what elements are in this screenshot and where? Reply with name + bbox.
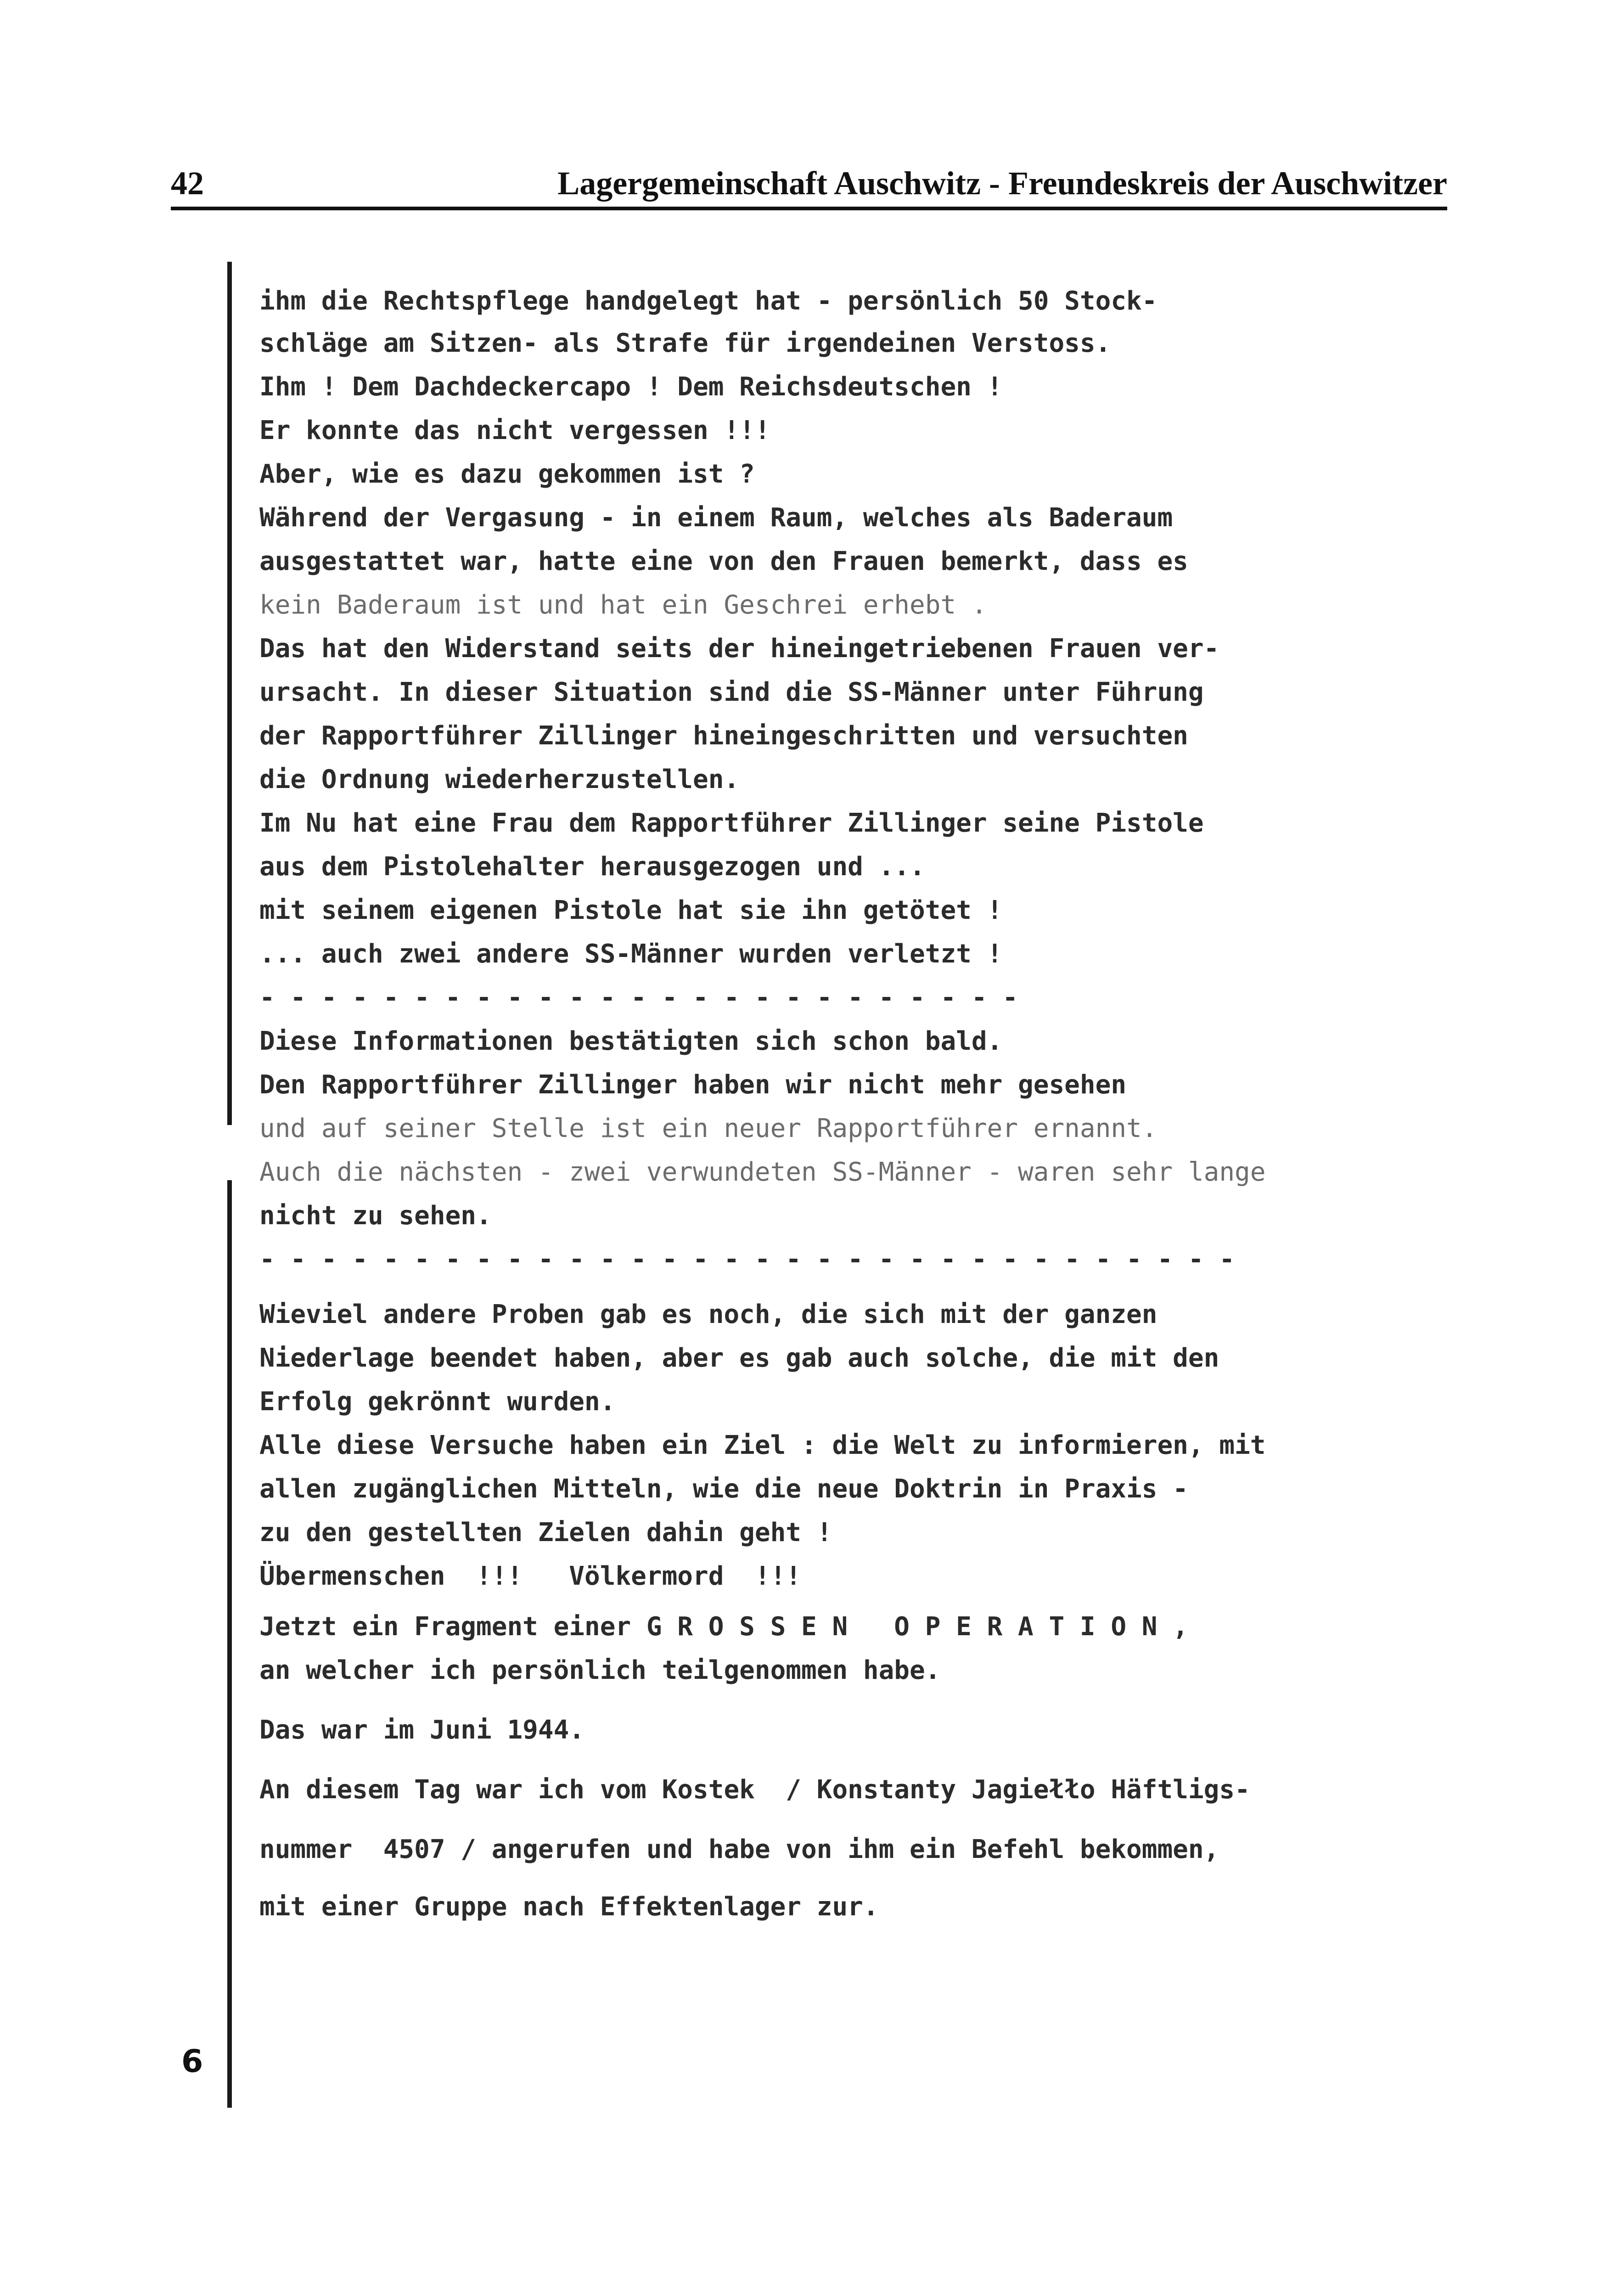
text-line: Während der Vergasung - in einem Raum, welches als Baderaum (259, 503, 1173, 533)
dashed-separator: - - - - - - - - - - - - - - - - - - - - - - - - - (259, 983, 1018, 1013)
text-line: Übermenschen !!! Völkermord !!! (259, 1561, 802, 1591)
text-line: Auch die nächsten - zwei verwundeten SS-Männer - waren sehr lange (259, 1157, 1266, 1187)
text-line: der Rapportführer Zillinger hineingeschritten und versuchten (259, 721, 1188, 751)
text-line: und auf seiner Stelle ist ein neuer Rapportführer ernannt. (259, 1114, 1157, 1143)
text-line: Ihm ! Dem Dachdeckercapo ! Dem Reichsdeutschen ! (259, 372, 1003, 402)
text-line: Aber, wie es dazu gekommen ist ? (259, 459, 755, 489)
text-line: nummer 4507 / angerufen und habe von ihm ein Befehl bekommen, (259, 1835, 1219, 1864)
text-line: Alle diese Versuche haben ein Ziel : die Welt zu informieren, mit (259, 1430, 1266, 1460)
text-line: ursacht. In dieser Situation sind die SS-Männer unter Führung (259, 677, 1204, 707)
text-line: Im Nu hat eine Frau dem Rapportführer Zillinger seine Pistole (259, 808, 1204, 838)
text-line: an welcher ich persönlich teilgenommen habe. (259, 1655, 941, 1685)
text-line: mit einer Gruppe nach Effektenlager zur. (259, 1892, 879, 1922)
dashed-separator: - - - - - - - - - - - - - - - - - - - - - - - - - - - - - - - - (259, 1244, 1235, 1274)
text-line: Das war im Juni 1944. (259, 1715, 585, 1745)
text-line: ... auch zwei andere SS-Männer wurden verletzt ! (259, 939, 1003, 969)
text-line: Wieviel andere Proben gab es noch, die sich mit der ganzen (259, 1300, 1157, 1329)
text-line: zu den gestellten Zielen dahin geht ! (259, 1518, 832, 1548)
text-line: Den Rapportführer Zillinger haben wir nicht mehr gesehen (259, 1070, 1127, 1100)
text-line: Er konnte das nicht vergessen !!! (259, 416, 770, 445)
text-line: Niederlage beendet haben, aber es gab auch solche, die mit den (259, 1343, 1219, 1373)
text-line: die Ordnung wiederherzustellen. (259, 765, 740, 794)
text-line: ihm die Rechtspflege handgelegt hat - persönlich 50 Stock- (259, 286, 1157, 316)
text-line: kein Baderaum ist und hat ein Geschrei erhebt . (259, 590, 987, 620)
typewritten-scan (181, 262, 1426, 2099)
text-line: ausgestattet war, hatte eine von den Frauen bemerkt, dass es (259, 546, 1188, 576)
text-line: Diese Informationen bestätigten sich schon bald. (259, 1026, 1003, 1056)
text-line: Erfolg gekrönnt wurden. (259, 1387, 616, 1417)
text-line: allen zugänglichen Mitteln, wie die neue Doktrin in Praxis - (259, 1474, 1188, 1504)
running-title: Lagergemeinschaft Auschwitz - Freundeskreis der Auschwitzer (557, 165, 1447, 202)
text-line: schläge am Sitzen- als Strafe für irgendeinen Verstoss. (259, 328, 1111, 358)
text-line: aus dem Pistolehalter herausgezogen und ... (259, 852, 925, 882)
margin-rule (227, 262, 232, 1125)
text-line: An diesem Tag war ich vom Kostek / Konstanty Jagiełło Häftligs- (259, 1775, 1250, 1805)
sheet-number: 6 (181, 2043, 203, 2080)
page-header (171, 156, 1447, 210)
text-line: Das hat den Widerstand seits der hineingetriebenen Frauen ver- (259, 634, 1219, 664)
page-number: 42 (171, 165, 204, 202)
text-line: nicht zu sehen. (259, 1201, 492, 1231)
text-line: Jetzt ein Fragment einer G R O S S E N O P E R A T I O N , (259, 1612, 1188, 1642)
text-line: mit seinem eigenen Pistole hat sie ihn getötet ! (259, 895, 1003, 925)
margin-rule (227, 1180, 232, 2108)
